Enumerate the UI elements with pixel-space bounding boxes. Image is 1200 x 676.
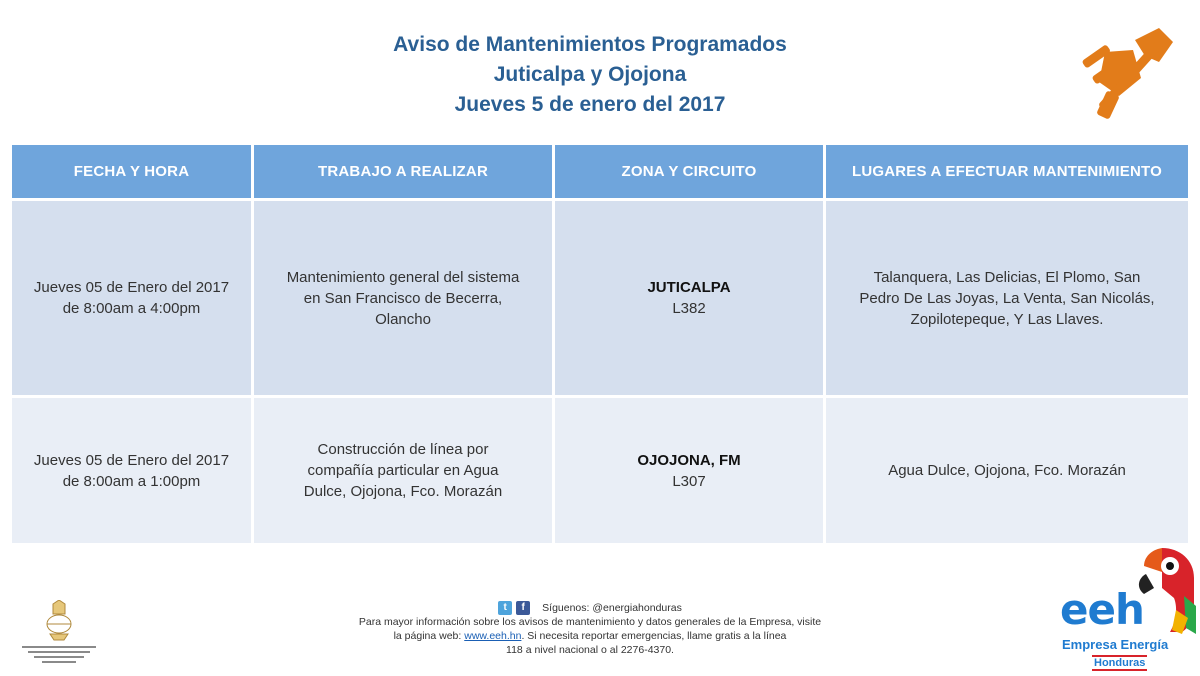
table-row: [12, 200, 1188, 397]
footer-line-2-suffix: . Si necesita reportar emergencias, llame gratis a la línea: [521, 630, 787, 642]
website-link[interactable]: www.eeh.hn: [464, 630, 522, 642]
time-text: de 8:00am a 4:00pm: [62, 300, 201, 317]
circuit-code: L382: [672, 300, 706, 317]
date-text: Jueves 05 de Enero del 2017: [33, 279, 230, 296]
work-text: Construcción de línea por compañía particular en Agua Dulce, Ojojona, Fco. Morazán: [303, 441, 503, 500]
work-cell: [253, 397, 554, 544]
places-cell: [825, 397, 1189, 544]
brand-country: Honduras: [1094, 657, 1146, 669]
date-cell: [12, 200, 253, 397]
time-text: de 8:00am a 1:00pm: [62, 472, 201, 490]
zone-cell: [554, 200, 825, 397]
maintenance-table: [12, 145, 1188, 543]
zone-name: OJOJONA, FM: [637, 451, 741, 469]
work-cell: [253, 200, 554, 397]
header-fecha-hora: FECHA Y HORA: [12, 145, 253, 200]
title-line-1: Aviso de Mantenimientos Programados: [393, 33, 787, 56]
twitter-icon[interactable]: t: [498, 601, 512, 615]
unplugged-plug-icon: [1075, 22, 1179, 124]
footer-line-2-prefix: la página web:: [393, 630, 462, 642]
zone-name: JUTICALPA: [647, 279, 731, 296]
brand-name: Empresa Energía: [1062, 637, 1169, 652]
header-lugares: LUGARES A EFECTUAR MANTENIMIENTO: [825, 145, 1189, 200]
brand-logo-text: eeh: [1060, 585, 1144, 634]
date-text: Jueves 05 de Enero del 2017: [33, 451, 230, 469]
header-trabajo: TRABAJO A REALIZAR: [253, 145, 554, 200]
social-links: [498, 601, 682, 615]
places-text: Talanquera, Las Delicias, El Plomo, San Pedro De Las Joyas, La Venta, San Nicolás, Zopilotepeque, Y Las Llaves.: [859, 268, 1155, 328]
title-line-3: Jueves 5 de enero del 2017: [454, 93, 726, 116]
table-row: [12, 397, 1188, 544]
footer-line-2: [280, 629, 900, 643]
work-text: Mantenimiento general del sistema en San Francisco de Becerra, Olancho: [286, 268, 520, 328]
header-zona-circuito: ZONA Y CIRCUITO: [554, 145, 825, 200]
title-line-2: Juticalpa y Ojojona: [493, 63, 687, 86]
honduras-seal-icon: [14, 600, 104, 666]
zone-cell: [554, 397, 825, 544]
facebook-icon[interactable]: f: [516, 601, 530, 615]
table-header-row: [12, 145, 1188, 200]
places-text: Agua Dulce, Ojojona, Fco. Morazán: [888, 462, 1126, 479]
social-handle: Síguenos: @energiahonduras: [542, 602, 682, 614]
date-cell: [12, 397, 253, 544]
footer-info: [280, 600, 900, 657]
footer-line-1: Para mayor información sobre los avisos de mantenimiento y datos generales de la Empresa, visite: [358, 616, 822, 628]
footer-line-3: 118 a nivel nacional o al 2276-4370.: [506, 644, 674, 656]
circuit-code: L307: [672, 472, 706, 490]
page-title: [240, 30, 940, 120]
places-cell: [825, 200, 1189, 397]
